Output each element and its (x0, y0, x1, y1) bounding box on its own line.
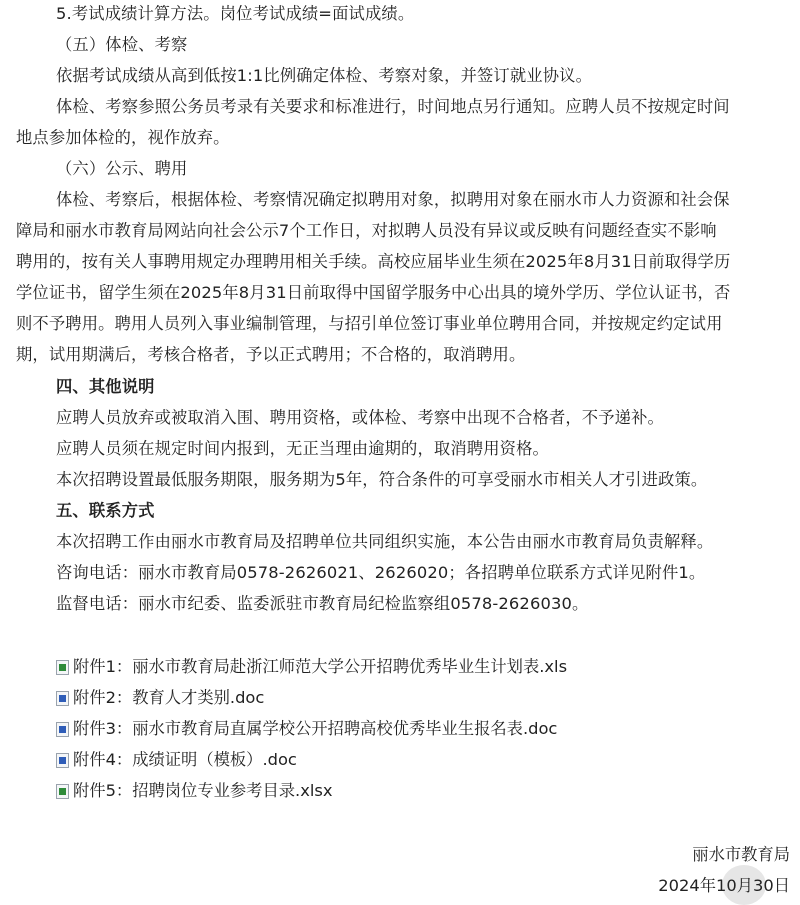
signature-org: 丽水市教育局 (692, 845, 790, 864)
body-line: 依据考试成绩从高到低按1:1比例确定体检、考察对象，并签订就业协议。 (56, 66, 593, 85)
attachment-link-5[interactable] (56, 778, 332, 804)
body-line: 聘用的，按有关人事聘用规定办理聘用相关手续。高校应届毕业生须在2025年8月31日前取得学历 (16, 252, 731, 271)
xls-file-icon (56, 660, 69, 675)
attachment-label: 附件1：丽水市教育局赴浙江师范大学公开招聘优秀毕业生计划表.xls (73, 657, 568, 676)
body-line: 体检、考察参照公务员考录有关要求和标准进行，时间地点另行通知。应聘人员不按规定时间 (56, 97, 730, 116)
body-line: 则不予聘用。聘用人员列入事业编制管理，与招引单位签订事业单位聘用合同，并按规定约定试用 (16, 314, 723, 333)
attachment-link-4[interactable] (56, 747, 297, 773)
attachment-link-2[interactable] (56, 685, 264, 711)
body-line: 学位证书，留学生须在2025年8月31日前取得中国留学服务中心出具的境外学历、学位认证书，否 (16, 283, 731, 302)
section-heading: （五）体检、考察 (56, 35, 188, 54)
body-line: 障局和丽水市教育局网站向社会公示7个工作日，对拟聘人员没有异议或反映有问题经查实不影响 (16, 221, 717, 240)
doc-file-icon (56, 691, 69, 706)
body-line: 期，试用期满后，考核合格者，予以正式聘用；不合格的，取消聘用。 (16, 345, 526, 364)
signature-date: 2024年10月30日 (658, 876, 790, 895)
body-line: 本次招聘设置最低服务期限，服务期为5年，符合条件的可享受丽水市相关人才引进政策。 (56, 470, 708, 489)
body-line: 5.考试成绩计算方法。岗位考试成绩=面试成绩。 (56, 4, 415, 23)
doc-file-icon (56, 753, 69, 768)
attachment-link-3[interactable] (56, 716, 557, 742)
body-line: 应聘人员放弃或被取消入围、聘用资格，或体检、考察中出现不合格者，不予递补。 (56, 408, 664, 427)
attachment-link-1[interactable] (56, 654, 567, 680)
attachment-label: 附件5：招聘岗位专业参考目录.xlsx (73, 781, 333, 800)
attachment-label: 附件2：教育人才类别.doc (73, 688, 265, 707)
body-line: 体检、考察后，根据体检、考察情况确定拟聘用对象，拟聘用对象在丽水市人力资源和社会保 (56, 190, 730, 209)
body-line: 咨询电话：丽水市教育局0578-2626021、2626020；各招聘单位联系方式详见附件1。 (56, 563, 706, 582)
body-line: 应聘人员须在规定时间内报到，无正当理由逾期的，取消聘用资格。 (56, 439, 549, 458)
body-line: 本次招聘工作由丽水市教育局及招聘单位共同组织实施，本公告由丽水市教育局负责解释。 (56, 532, 714, 551)
section-heading-contact: 五、联系方式 (56, 501, 155, 520)
xls-file-icon (56, 784, 69, 799)
body-line: 监督电话：丽水市纪委、监委派驻市教育局纪检监察组0578-2626030。 (56, 594, 589, 613)
doc-file-icon (56, 722, 69, 737)
section-heading-other: 四、其他说明 (56, 377, 155, 396)
attachment-label: 附件4：成绩证明（模板）.doc (73, 750, 297, 769)
body-line: 地点参加体检的，视作放弃。 (16, 128, 230, 147)
attachment-label: 附件3：丽水市教育局直属学校公开招聘高校优秀毕业生报名表.doc (73, 719, 558, 738)
section-heading: （六）公示、聘用 (56, 159, 188, 178)
